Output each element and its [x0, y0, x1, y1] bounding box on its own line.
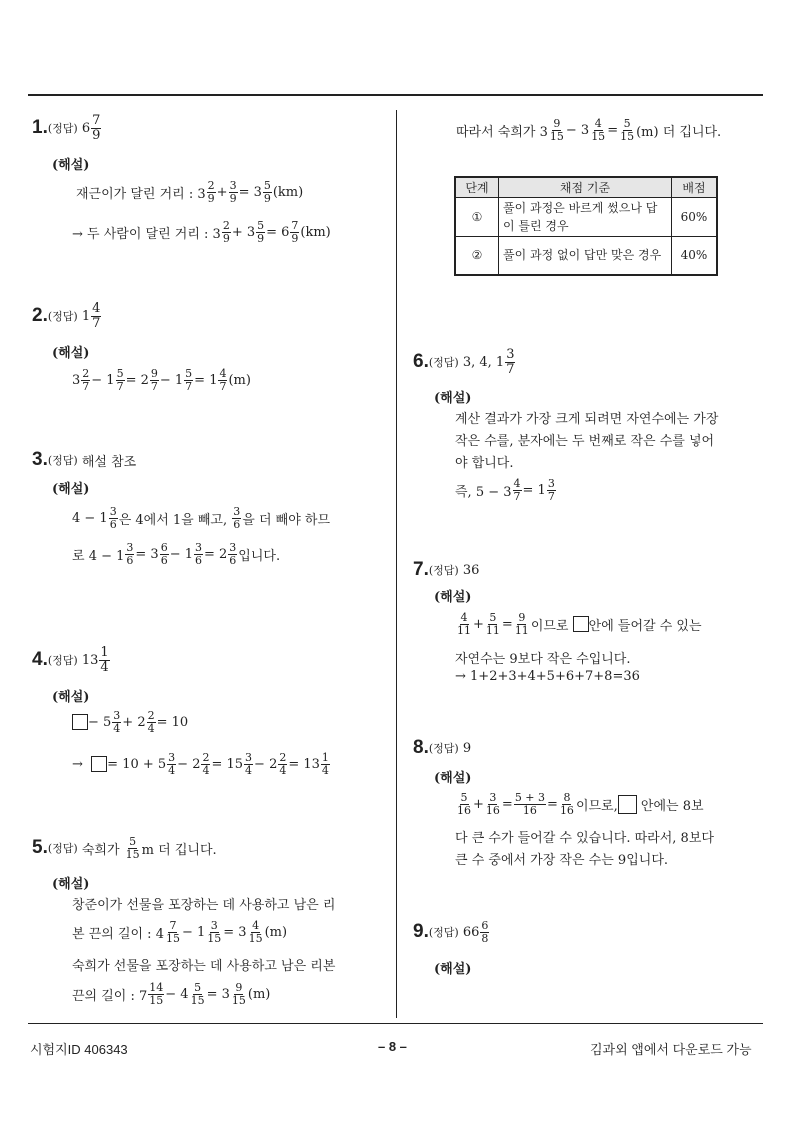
table-header-row [455, 177, 717, 198]
q9-header: 9. (정답) 66 $\frac{6}{8}$ [413, 918, 489, 945]
step-cell: ② [455, 237, 499, 275]
q8-line1: $\frac{5}{16}$ + $\frac{3}{16}$ = $\frac{5 + 3}{16}$ = $\frac{8}{16}$ 이므로, 안에는 8보 [457, 790, 704, 817]
criteria-cell: 풀이 과정 없이 답만 맞은 경우 [499, 237, 672, 275]
score-cell: 40% [672, 237, 718, 275]
explain-label: (해설) [434, 962, 472, 977]
step-cell: ① [455, 198, 499, 237]
answer-label: (정답) [47, 310, 78, 323]
q5-line4: 끈의 길이 : 7 $\frac{14}{15}$ − 4 $\frac{5}{15}$ = 3 $\frac{9}{15}$ (m) [72, 980, 271, 1007]
q5-line3: 숙희가 선물을 포장하는 데 사용하고 남은 리본 [72, 959, 336, 974]
question-number: 9. [413, 921, 429, 942]
q1-line1: 재근이가 달린 거리 : 3 $\frac{2}{9}$ + $\frac{3}{9}$ = 3 $\frac{5}{9}$ (km) [76, 178, 304, 205]
scoring-table [454, 176, 718, 276]
explain-label: (해설) [434, 590, 472, 605]
answer-fraction: $\frac{1}{4}$ [100, 644, 109, 675]
q8-header: 8. (정답) 9 [413, 737, 472, 758]
q3-line1: 4 − 1 $\frac{3}{6}$ 은 4에서 1을 빼고, $\frac{3}{6}$ 을 더 빼야 하므 [72, 504, 331, 531]
exam-id: 시험지ID 406343 [30, 1042, 128, 1057]
answer-label: (정답) [47, 122, 78, 135]
table-row [455, 198, 717, 237]
table-row [455, 237, 717, 275]
q7-header: 7. (정답) 36 [413, 559, 480, 580]
column-divider [396, 110, 397, 1018]
answer-label: (정답) [428, 564, 459, 577]
q5-header: 5. (정답) 숙희가 $\frac{5}{15}$ m 더 깁니다. [32, 834, 217, 861]
answer-label: (정답) [428, 356, 459, 369]
q6-line1: 계산 결과가 가장 크게 되려면 자연수에는 가장 [455, 412, 719, 427]
q3-header: 3. (정답) 해설 참조 [32, 449, 137, 470]
explain-label: (해설) [52, 877, 90, 892]
q4-header: 4. (정답) 13 $\frac{1}{4}$ [32, 644, 109, 675]
question-number: 1. [32, 117, 48, 138]
header-criteria: 채점 기준 [499, 177, 672, 198]
criteria-cell: 풀이 과정은 바르게 썼으나 답이 틀린 경우 [499, 198, 672, 237]
explain-label: (해설) [434, 771, 472, 786]
explain-label: (해설) [434, 391, 472, 406]
answer-label: (정답) [47, 654, 78, 667]
explain-label: (해설) [52, 158, 90, 173]
answer-label: (정답) [428, 742, 459, 755]
q4-line1: − 5 $\frac{3}{4}$ + 2 $\frac{2}{4}$ = 10 [72, 710, 188, 734]
answer-label: (정답) [47, 454, 78, 467]
blank-box [72, 714, 88, 730]
top-rule [28, 94, 763, 96]
question-number: 6. [413, 351, 429, 372]
q7-line1: $\frac{4}{11}$ + $\frac{5}{11}$ = $\frac{9}{11}$ 이므로 안에 들어갈 수 있는 [457, 610, 702, 637]
q7-line2: 자연수는 9보다 작은 수입니다. [455, 652, 631, 667]
explain-label: (해설) [52, 690, 90, 705]
q5-line2: 본 끈의 길이 : 4 $\frac{7}{15}$ − 1 $\frac{3}{15}$ = 3 $\frac{4}{15}$ (m) [72, 918, 288, 945]
q4-line2: → = 10 + 5 $\frac{3}{4}$ − 2 $\frac{2}{4}$ = 15 $\frac{3}{4}$ − 2 $\frac{2}{4}$ = 13 $\frac{1}{4}$ [72, 750, 329, 777]
q7-line3: → 1+2+3+4+5+6+7+8=36 [455, 669, 640, 684]
q6-header: 6. (정답) 3, 4, 1 $\frac{3}{7}$ [413, 346, 515, 377]
score-cell: 60% [672, 198, 718, 237]
question-number: 5. [32, 837, 48, 858]
explain-label: (해설) [52, 482, 90, 497]
q1-line2: → 두 사람이 달린 거리 : 3 $\frac{2}{9}$ + 3 $\frac{5}{9}$ = 6 $\frac{7}{9}$ (km) [72, 218, 331, 245]
answer-label: (정답) [428, 926, 459, 939]
question-number: 2. [32, 305, 48, 326]
q2-header: 2. (정답) 1 $\frac{4}{7}$ [32, 300, 101, 331]
question-number: 3. [32, 449, 48, 470]
question-number: 4. [32, 649, 48, 670]
q5-conclusion: 따라서 숙희가 3 $\frac{9}{15}$ − 3 $\frac{4}{15}$ = $\frac{5}{15}$ (m) 더 깁니다. [456, 116, 722, 143]
q5-line1: 창준이가 선물을 포장하는 데 사용하고 남은 리 [72, 898, 336, 913]
q2-line1: 3 $\frac{2}{7}$ − 1 $\frac{5}{7}$ = 2 $\frac{9}{7}$ − 1 $\frac{5}{7}$ = 1 $\frac{4}{7}$ (m) [72, 366, 251, 393]
q6-line4: 즉, 5 − 3 $\frac{4}{7}$ = 1 $\frac{3}{7}$ [455, 476, 555, 503]
explain-label: (해설) [52, 346, 90, 361]
answer-fraction: $\frac{7}{9}$ [92, 112, 101, 143]
answer-label: (정답) [47, 842, 78, 855]
q1-header [32, 112, 102, 143]
blank-box [618, 795, 637, 814]
answer-whole: 6 [81, 120, 91, 136]
q6-line3: 야 합니다. [455, 456, 514, 471]
question-number: 7. [413, 559, 429, 580]
q8-line3: 큰 수 중에서 가장 작은 수는 9입니다. [455, 853, 669, 868]
header-step: 단계 [455, 177, 499, 198]
header-score: 배점 [672, 177, 718, 198]
q3-line2: 로 4 − 1 $\frac{3}{6}$ = 3 $\frac{6}{6}$ − 1 $\frac{3}{6}$ = 2 $\frac{3}{6}$ 입니다. [72, 540, 281, 567]
q8-line2: 다 큰 수가 들어갈 수 있습니다. 따라서, 8보다 [455, 831, 714, 846]
question-number: 8. [413, 737, 429, 758]
q6-line2: 작은 수를, 분자에는 두 번째로 작은 수를 넣어 [455, 434, 715, 449]
answer-fraction: $\frac{4}{7}$ [92, 300, 101, 331]
bottom-rule [28, 1023, 763, 1024]
page-number: – 8 – [378, 1039, 407, 1054]
blank-box [91, 756, 107, 772]
blank-box [573, 616, 589, 632]
download-note: 김과외 앱에서 다운로드 가능 [590, 1042, 752, 1057]
